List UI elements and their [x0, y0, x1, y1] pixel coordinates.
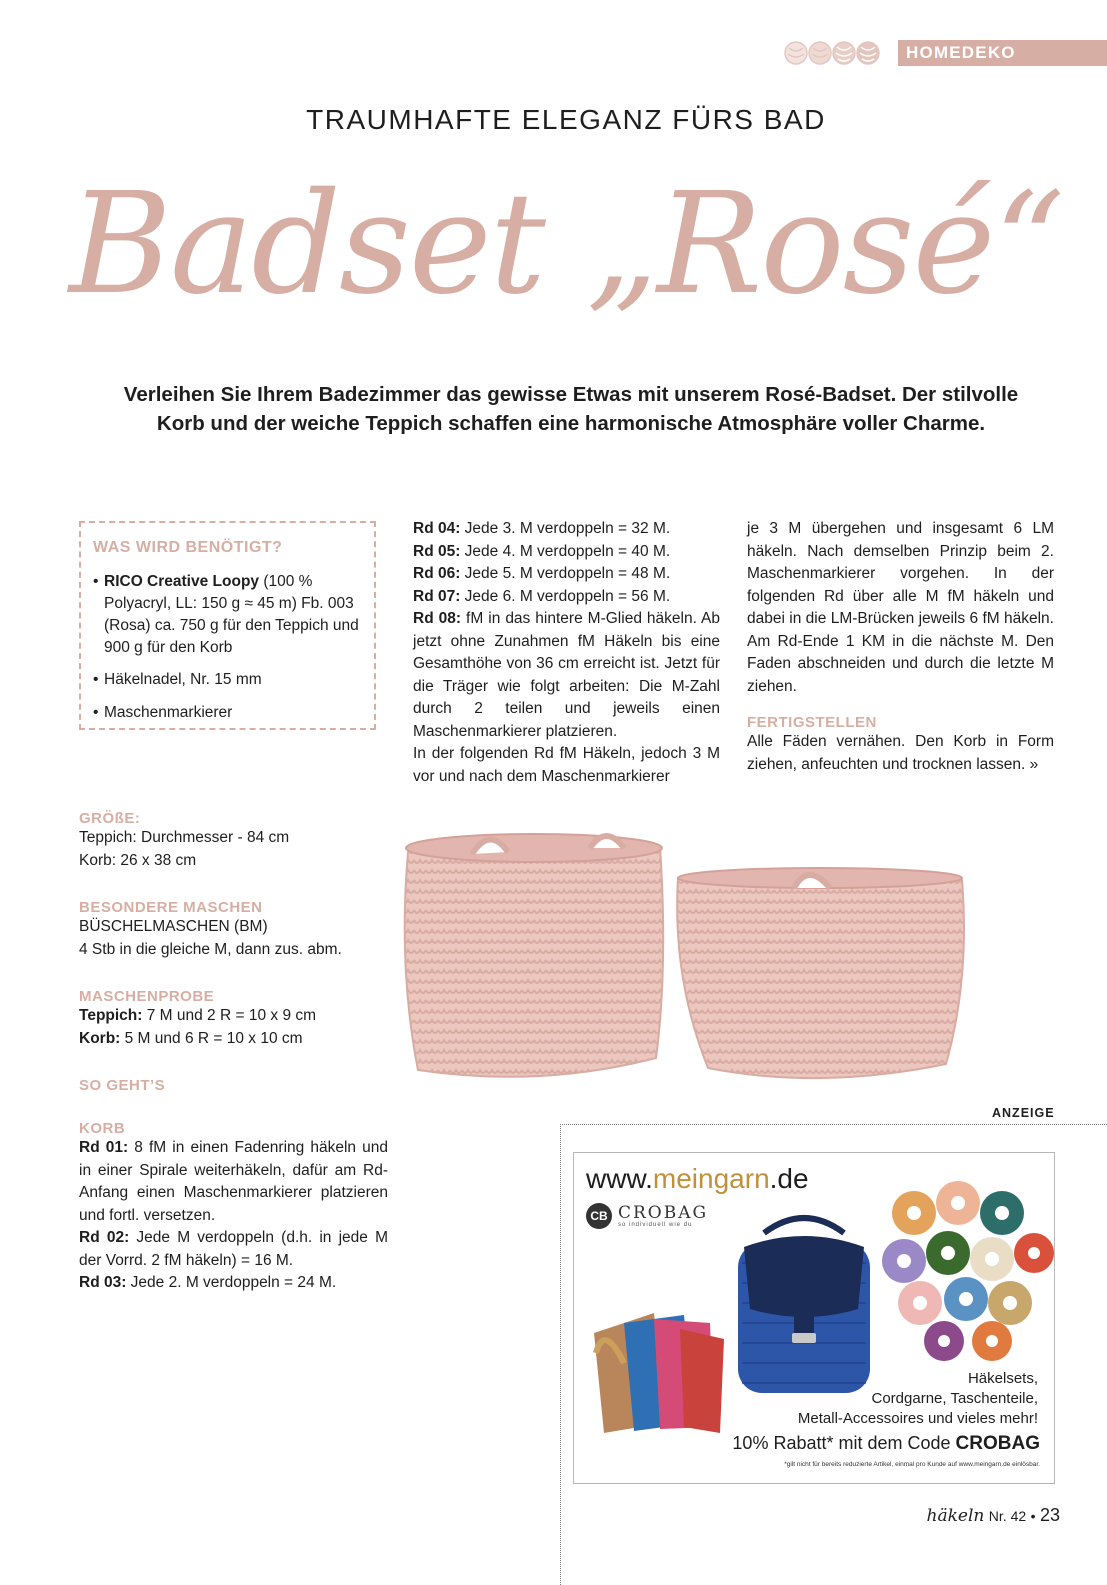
gauge-heading: MASCHENPROBE	[79, 988, 215, 1005]
gauge-line-1: Teppich: 7 M und 2 R = 10 x 9 cm	[79, 1007, 317, 1024]
yarn-pile-image	[874, 1173, 1054, 1363]
materials-heading: WAS WIRD BENÖTIGT?	[93, 539, 283, 556]
crobag-tagline: so individuell wie du	[618, 1221, 693, 1228]
ad-discount: 10% Rabatt* mit dem Code CROBAG	[732, 1433, 1040, 1454]
yarn-name: RICO Creative Loopy	[104, 573, 260, 590]
yarn-details: (100 % Polyacryl, LL: 150 g ≈ 45 m) Fb. 003 (Rosa) ca. 750 g für den Teppich und 900 g für den Korb	[104, 573, 359, 656]
page-title: Badset „Rosé“	[69, 163, 1063, 326]
materials-item-hook: • Häkelnadel, Nr. 15 mm	[93, 669, 362, 692]
ad-feature-1: Häkelsets,	[967, 1370, 1038, 1387]
howto-section	[79, 1077, 388, 1295]
round-06: Rd 06: Jede 5. M verdoppeln = 48 M.	[413, 565, 671, 582]
intro-line-2: Korb und der weiche Teppich schaffen eine harmonische Atmosphäre voller Charme.	[156, 412, 986, 435]
round-05: Rd 05: Jede 4. M verdoppeln = 40 M.	[413, 542, 671, 560]
round-03: Rd 03: Jede 2. M verdoppeln = 24 M.	[79, 1274, 337, 1291]
special-line-2: 4 Stb in die gleiche M, dann zus. abm.	[79, 940, 342, 958]
hook-text: Häkelnadel, Nr. 15 mm	[104, 671, 262, 688]
column-2-para: In der folgenden Rd fM Häkeln, jedoch 3 M vor und nach dem Maschenmarkierer	[413, 745, 720, 785]
howto-subheading: KORB	[79, 1120, 126, 1137]
marker-text: Maschenmarkierer	[104, 703, 233, 721]
special-stitches-section	[79, 899, 399, 961]
materials-item-yarn: • RICO Creative Loopy (100 % Polyacryl, LL: 150 g ≈ 45 m) Fb. 003 (Rosa) ca. 750 g für den Teppich und 900 g für den Korb	[93, 573, 359, 656]
page-footer: häkeln Nr. 42 • 23	[926, 1505, 1060, 1526]
bag-parts-image	[584, 1293, 734, 1443]
basket-small	[677, 868, 964, 1078]
round-01: Rd 01: 8 fM in einen Fadenring häkeln und in einer Spirale weiterhäkeln, dafür am Rd-Anfang einen Maschenmarkierer platzieren und fortl. versetzen.	[79, 1139, 388, 1224]
materials-item-marker: • Maschenmarkierer	[93, 702, 362, 725]
gauge-section	[79, 988, 399, 1050]
product-photo-baskets	[390, 818, 990, 1108]
finishing-heading: FERTIGSTELLEN	[747, 714, 877, 731]
ad-panel[interactable]	[573, 1152, 1055, 1484]
basket-large	[405, 834, 664, 1077]
ad-url[interactable]: www.meingarn.de	[586, 1163, 809, 1194]
page-number: 23	[1039, 1505, 1060, 1525]
round-02: Rd 02: Jede M verdoppeln (d.h. in jede M der Vorrd. 2 fM häkeln) = 16 M.	[79, 1229, 388, 1269]
round-04: Rd 04: Jede 3. M verdoppeln = 32 M.	[413, 520, 671, 537]
materials-box	[79, 521, 376, 730]
ad-feature-3: Metall-Accessoires und vieles mehr!	[797, 1410, 1038, 1427]
howto-heading: SO GEHT’S	[79, 1077, 166, 1094]
special-heading: BESONDERE MASCHEN	[79, 899, 263, 916]
magazine-name: häkeln	[926, 1506, 985, 1526]
section-tag	[898, 40, 1107, 66]
finishing-text: Alle Fäden vernähen. Den Korb in Form ziehen, anfeuchten und trocknen lassen. »	[747, 733, 1054, 773]
yarn-balls-decoration	[784, 40, 888, 66]
crobag-logo	[586, 1203, 708, 1229]
column-3	[747, 518, 1054, 776]
crobag-icon: CB	[586, 1203, 612, 1229]
crobag-brand: CROBAG	[618, 1202, 709, 1223]
section-tag-label: HOMEDEKO	[906, 43, 1016, 62]
intro-text	[0, 380, 1107, 438]
ad-features	[798, 1369, 1038, 1429]
yarn-ball-icon	[784, 40, 888, 66]
ad-label: ANZEIGE	[992, 1106, 1055, 1120]
ad-feature-2: Cordgarne, Taschenteile,	[871, 1390, 1038, 1407]
size-section	[79, 810, 399, 872]
issue-number: Nr. 42	[988, 1508, 1027, 1524]
special-line-1: BÜSCHELMASCHEN (BM)	[79, 918, 268, 935]
discount-code: CROBAG	[955, 1433, 1040, 1454]
size-line-2: Korb: 26 x 38 cm	[79, 851, 197, 869]
intro-line-1: Verleihen Sie Ihrem Badezimmer das gewisse Etwas mit unserem Rosé-Badset. Der stilvolle	[123, 383, 1019, 406]
column-3-para: je 3 M übergehen und insgesamt 6 LM häkeln. Nach demselben Prinzip beim 2. Maschenmarkierer vorgehen. In der folgenden Rd über alle M fM häkeln und dabei in die LM-Brücken jeweils 6 fM häkeln. Am Rd-Ende 1 KM in die nächste M. Den Faden abschneiden und durch die letzte M ziehen.	[747, 520, 1054, 695]
column-2	[413, 518, 720, 788]
gauge-line-2: Korb: 5 M und 6 R = 10 x 10 cm	[79, 1029, 303, 1047]
size-line-1: Teppich: Durchmesser - 84 cm	[79, 829, 290, 846]
round-07: Rd 07: Jede 6. M verdoppeln = 56 M.	[413, 587, 671, 605]
kicker-title: TRAUMHAFTE ELEGANZ FÜRS BAD	[306, 104, 826, 135]
size-heading: GRÖßE:	[79, 810, 141, 827]
ad-footnote: *gilt nicht für bereits reduzierte Artikel, einmal pro Kunde auf www.meingarn.de einlösbar.	[784, 1461, 1040, 1468]
round-08: Rd 08: fM in das hintere M-Glied häkeln. Ab jetzt ohne Zunahmen fM Häkeln bis eine Gesamthöhe von 36 cm erreicht ist. Jetzt für die Träger wie folgt arbeiten: Die M-Zahl durch 2 teilen und jeweils einen Maschenmarkierer platzieren.	[413, 610, 721, 740]
